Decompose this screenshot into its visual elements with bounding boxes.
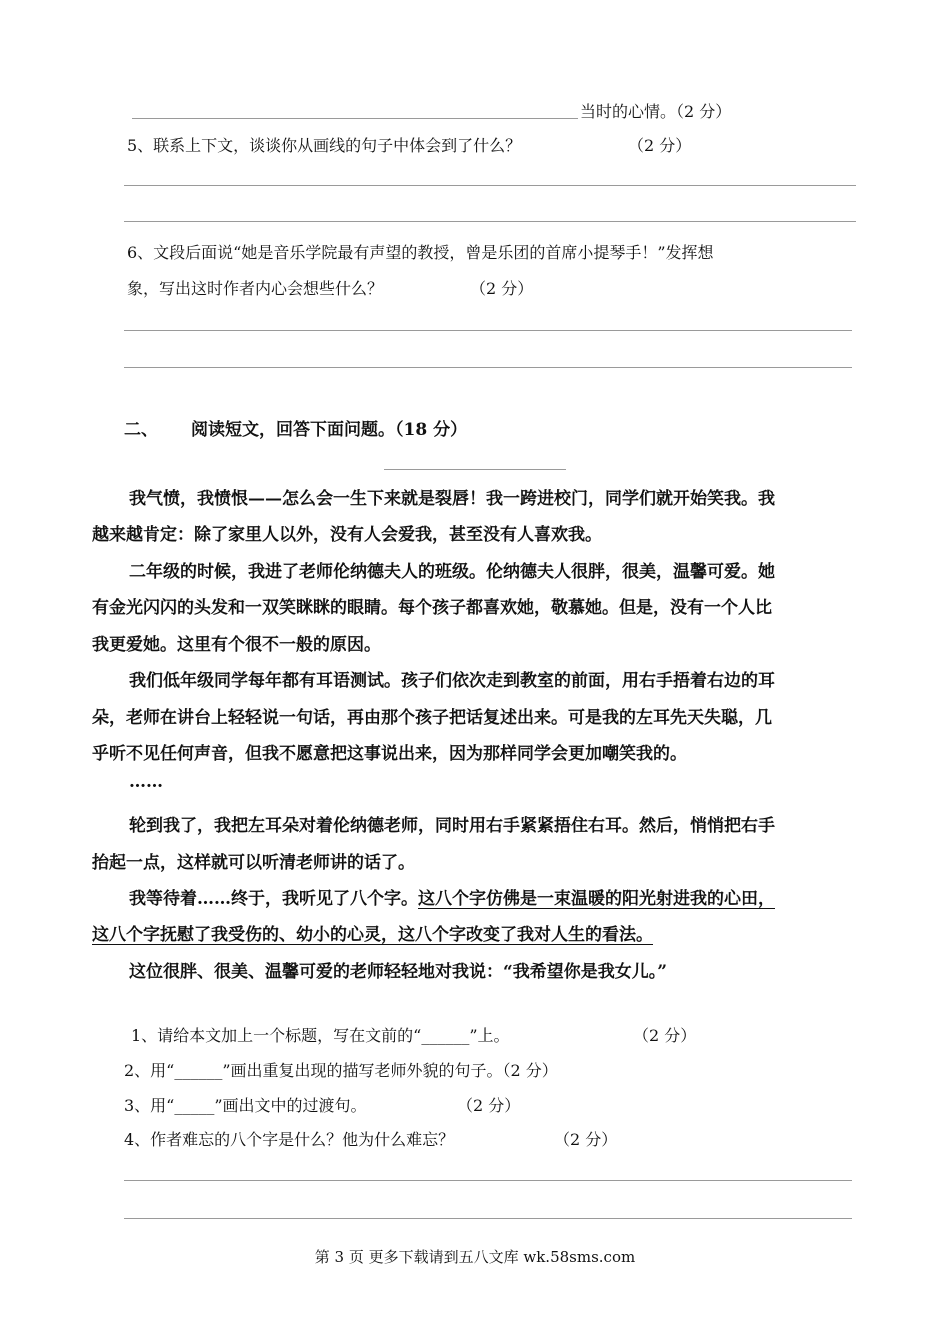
- question-2: 2、用“______”画出重复出现的描写老师外貌的句子。（2 分）: [124, 1061, 558, 1080]
- section-2-heading: 阅读短文，回答下面问题。（18 分）: [191, 420, 468, 440]
- para3-line1: 我们低年级同学每年都有耳语测试。孩子们依次走到教室的前面，用右手捂着右边的耳: [129, 671, 775, 691]
- answer-line-q6-1: [124, 330, 852, 331]
- para5-plain: 我等待着……终于，我听见了八个字。: [129, 889, 418, 909]
- title-blank-line: [384, 469, 566, 470]
- answer-line-q5-1: [124, 185, 856, 186]
- para2-line2: 有金光闪闪的头发和一双笑眯眯的眼睛。每个孩子都喜欢她，敬慕她。但是，没有一个人比: [92, 598, 772, 618]
- mood-suffix: 当时的心情。（2 分）: [580, 102, 732, 121]
- para3-line3: 乎听不见任何声音，但我不愿意把这事说出来，因为那样同学会更加嘲笑我的。: [92, 744, 687, 764]
- question-1-points: （2 分）: [633, 1026, 697, 1045]
- para1-line2: 越来越肯定：除了家里人以外，没有人会爱我，甚至没有人喜欢我。: [92, 525, 602, 545]
- answer-line-q5-2: [124, 221, 856, 222]
- underlined-sentence-part1: 这八个字仿佛是一束温暖的阳光射进我的心田，: [418, 889, 775, 909]
- question-4-points: （2 分）: [554, 1130, 618, 1149]
- para1-line1: 我气愤，我愤恨——怎么会一生下来就是裂唇！我一跨进校门，同学们就开始笑我。我: [129, 489, 775, 509]
- para6: 这位很胖、很美、温馨可爱的老师轻轻地对我说：“我希望你是我女儿。”: [129, 962, 668, 982]
- para5-line1: [129, 884, 775, 909]
- para4-line1: 轮到我了，我把左耳朵对着伦纳德老师，同时用右手紧紧捂住右耳。然后，悄悄把右手: [129, 816, 775, 836]
- answer-line-q6-2: [124, 367, 852, 368]
- underlined-sentence-part2: 这八个字抚慰了我受伤的、幼小的心灵，这八个字改变了我对人生的看法。: [92, 925, 653, 945]
- page-footer: 第 3 页 更多下载请到五八文库 wk.58sms.com: [314, 1248, 636, 1266]
- question-3: 3、用“_____”画出文中的过渡句。: [124, 1096, 367, 1115]
- question-5: 5、联系上下文，谈谈你从画线的句子中体会到了什么？: [127, 136, 522, 155]
- question-6-line2: 象，写出这时作者内心会想些什么？: [127, 279, 384, 298]
- answer-line-mood: [132, 118, 578, 119]
- section-2-number: 二、: [124, 420, 158, 440]
- question-4: 4、作者难忘的八个字是什么？他为什么难忘？: [124, 1130, 455, 1149]
- para4-line2: 抬起一点，这样就可以听清老师讲的话了。: [92, 853, 415, 873]
- para3-line2: 朵，老师在讲台上轻轻说一句话，再由那个孩子把话复述出来。可是我的左耳先天失聪，几: [92, 708, 772, 728]
- answer-line-q4-2: [124, 1218, 852, 1219]
- question-6-line1: 6、文段后面说“她是音乐学院最有声望的教授，曾是乐团的首席小提琴手！”发挥想: [127, 243, 714, 262]
- question-5-points: （2 分）: [628, 136, 692, 155]
- question-6-points: （2 分）: [470, 279, 534, 298]
- answer-line-q4-1: [124, 1180, 852, 1181]
- question-1: 1、请给本文加上一个标题，写在文前的“______”上。: [131, 1026, 510, 1045]
- passage-ellipsis: ……: [129, 772, 163, 792]
- question-3-points: （2 分）: [457, 1096, 521, 1115]
- para2-line1: 二年级的时候，我进了老师伦纳德夫人的班级。伦纳德夫人很胖，很美，温馨可爱。她: [129, 562, 775, 582]
- para2-line3: 我更爱她。这里有个很不一般的原因。: [92, 635, 381, 655]
